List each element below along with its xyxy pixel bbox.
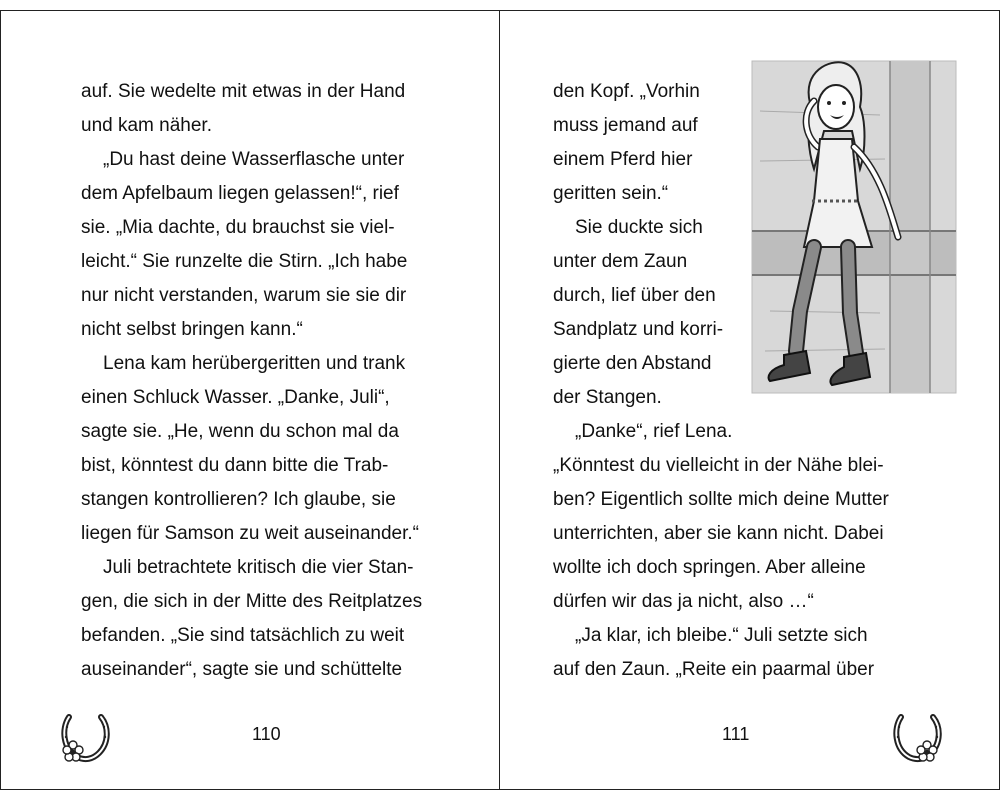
text-line: „Könntest du vielleicht in der Nähe blei- bbox=[553, 455, 884, 476]
text-line: „Danke“, rief Lena. bbox=[575, 421, 733, 442]
text-line: stangen kontrollieren? Ich glaube, sie bbox=[81, 489, 396, 510]
text-line: Lena kam herübergeritten und trank bbox=[103, 353, 406, 374]
left-page-text bbox=[81, 75, 451, 687]
text-line: unterrichten, aber sie kann nicht. Dabei bbox=[553, 523, 884, 544]
text-line: auf den Zaun. „Reite ein paarmal über bbox=[553, 659, 875, 680]
text-line: auf. Sie wedelte mit etwas in der Hand bbox=[81, 81, 406, 102]
text-line: muss jemand auf bbox=[553, 115, 698, 136]
book-spread bbox=[0, 10, 1000, 790]
text-line: den Kopf. „Vorhin bbox=[553, 81, 700, 102]
text-line: bist, könntest du dann bitte die Trab- bbox=[81, 455, 389, 476]
right-page bbox=[499, 10, 1000, 790]
text-line: unter dem Zaun bbox=[553, 251, 688, 272]
page-number: 110 bbox=[252, 724, 281, 744]
text-line: nicht selbst bringen kann.“ bbox=[81, 319, 303, 340]
text-line: nur nicht verstanden, warum sie sie dir bbox=[81, 285, 407, 306]
text-line: auseinander“, sagte sie und schüttelte bbox=[81, 659, 403, 680]
text-line: gierte den Abstand bbox=[553, 353, 712, 374]
left-page bbox=[0, 10, 499, 790]
text-line: „Du hast deine Wasserflasche unter bbox=[103, 149, 405, 170]
text-line: der Stangen. bbox=[553, 387, 662, 408]
text-line: wollte ich doch springen. Aber alleine bbox=[553, 557, 866, 578]
text-line: geritten sein.“ bbox=[553, 183, 669, 204]
text-line: Sandplatz und korri- bbox=[553, 319, 724, 340]
text-line: und kam näher. bbox=[81, 115, 212, 136]
text-line: ben? Eigentlich sollte mich deine Mutter bbox=[553, 489, 889, 510]
text-line: durch, lief über den bbox=[553, 285, 716, 306]
text-line: leicht.“ Sie runzelte die Stirn. „Ich habe bbox=[81, 251, 408, 272]
text-line: einen Schluck Wasser. „Danke, Juli“, bbox=[81, 387, 390, 408]
text-line: sie. „Mia dachte, du brauchst sie viel- bbox=[81, 217, 395, 238]
right-page-text bbox=[553, 75, 933, 687]
text-line: liegen für Samson zu weit auseinander.“ bbox=[81, 523, 419, 544]
text-line: einem Pferd hier bbox=[553, 149, 693, 170]
text-line: dürfen wir das ja nicht, also …“ bbox=[553, 591, 814, 612]
text-line: Juli betrachtete kritisch die vier Stan- bbox=[103, 557, 414, 578]
text-line: befanden. „Sie sind tatsächlich zu weit bbox=[81, 625, 405, 646]
text-line: Sie duckte sich bbox=[575, 217, 703, 238]
text-line: dem Apfelbaum liegen gelassen!“, rief bbox=[81, 183, 399, 204]
text-line: gen, die sich in der Mitte des Reitplatzes bbox=[81, 591, 423, 612]
text-line: sagte sie. „He, wenn du schon mal da bbox=[81, 421, 399, 442]
page-number: 111 bbox=[722, 724, 750, 744]
horseshoe-flower-icon bbox=[887, 707, 947, 767]
text-line: „Ja klar, ich bleibe.“ Juli setzte sich bbox=[575, 625, 868, 646]
horseshoe-flower-icon bbox=[55, 707, 115, 767]
